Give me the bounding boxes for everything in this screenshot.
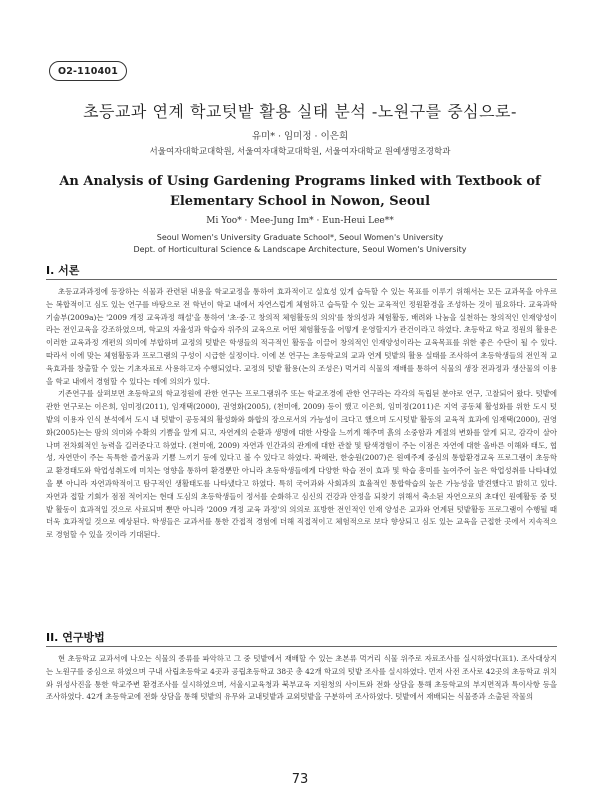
title-english-line1: An Analysis of Using Gardening Programs linked with Textbook of <box>59 174 541 189</box>
authors-english: Mi Yoo* · Mee-Jung Im* · Eun-Heui Lee** <box>206 216 394 226</box>
session-badge: O2-110401 <box>49 61 127 81</box>
section-rule <box>46 279 557 280</box>
title-korean: 초등교과 연계 학교텃밭 활용 실태 분석 -노원구를 중심으로- <box>83 102 517 121</box>
authors-korean: 유미* · 임미정 · 이은희 <box>251 131 349 142</box>
paragraph: 현 초등학교 교과서에 나오는 식물의 종류를 파악하고 그 중 텃밭에서 재배할 수 있는 초본류 먹거리 식물 위주로 자료조사를 실시하였다(표1). 조사대상지는 노원구를 중심으로 하였으며 구내 사립초등학교 4곳과 공립초등학교 38곳 총 42개 학교의 텃밭 조사를 실시하였다. 먼저 사전 조사로 42곳의 초등학교 위치와 위성사진을 통한 학교주변 환경조사를 실시하였으며, 서울시교육청과 북부교육 지원청의 사이트와 전화 상담을 통해 초등학교의 부지면적과 특이사항 등을 조사하였다. 42개 초등학교에 전화 상담을 통해 텃밭의 유무와 교내텃밭과 교외텃밭을 구분하여 조사하였다. 텃밭에서 재배되는 식물종과 소출된 작물의 <box>46 654 557 702</box>
affiliation-english <box>0 232 600 256</box>
affiliation-english-line1: Seoul Women's University Graduate School*, Seoul Women's University <box>156 233 444 242</box>
introduction-body <box>46 286 557 542</box>
affiliation-korean: 서울여자대학교대학원, 서울여자대학교대학원, 서울여자대학교 원예생명조경학과 <box>149 147 451 157</box>
title-english <box>0 172 600 212</box>
paragraph: 기존연구를 살펴보면 초등학교의 학교정원에 관한 연구는 프로그램위주 또는 학교조경에 관한 연구라는 각각의 독립된 분야로 연구, 고찰되어 왔다. 텃밭에 관한 연구로는 이은희, 임미정(2011), 임재택(2000), 권영화(2005), (천미애, 2009) 등이 했고 이은희, 임미정(2011)은 지역 공동체 활성화를 위한 도시 텃밭의 이용자 인식 분석에서 도시 내 텃밭이 공동체의 활성화와 화합의 장으로서의 가능성이 크다고 했으며 도시텃밭 활동의 교육적 효과에 임재택(2000), 권영화(2005)는는 땀의 의미와 수확의 기쁨을 알게 되고, 자연계의 순환과 생명에 대한 사랑을 느끼게 해주며 흙의 소중함과 계절의 변화를 알게 되고, 감각이 살아나며 전차회적인 능력을 길러준다고 하였다. (천미애, 2009) 자연과 인간과의 관계에 대한 관찰 및 탐색경험이 주는 이점은 자연에 대한 올바른 이해와 태도, 협성, 자연만이 주는 독특한 즐거움과 기쁨 느끼기 등에 있다고 볼 수 있다고 하였다. 곽혜란, 한숭원(2007)은 원예주제 중심의 통합환경교육 프로그램이 초등학교 환경태도와 학업성취도에 미치는 영향을 통하여 환경뿐만 아니라 초등학생들에게 다양한 학습 전이 효과 및 학습 흥미를 높여주어 높은 학업성취를 나타내었을 뿐 아니라 자연과학적이고 탐구적인 생활태도를 나타냈다고 하였다. 특히 국어과와 사회과의 효율적인 통합학습의 높은 가능성을 발견했다고 밝히고 있다. 자연과 접할 기회가 점점 적어지는 현대 도심의 초등학생들이 정서를 순화하고 심신의 건강과 안정을 되찾기 위해서 축소된 자연으로의 초대인 원예활동 중 텃밭 활동이 효과적일 것으로 사료되며 뿐만 아니라 '2009 개정 교육 과정'의 의의로 표방한 전인적인 인재 양성은 교과와 연계된 텃밭활동 프로그램이 수행될 때 더욱 효과적일 것으로 예상된다. 학생들은 교과서를 통한 간접적 경험에 더해 직접적이고 체험적으로 보다 향상되고 심도 있는 교육을 근접한 곳에서 지속적으로 경험할 수 있을 것이라 기대된다. <box>46 389 557 540</box>
section-heading-methods: II. 연구방법 <box>46 631 105 644</box>
page-number: 73 <box>291 772 309 787</box>
paragraph: 초등교과과정에 등장하는 식물과 관련된 내용을 학교교정을 통하여 효과적이고 실효성 있게 습득할 수 있는 목표를 이루기 위해서는 모든 교과목을 아우르는 복합적이고 심도 있는 연구를 바탕으로 전 학년이 학교 내에서 자연스럽게 체험하고 습득할 수 있는 교육적인 정원환경을 조성하는 것이 필요하다. 교육과학 기술부(2009a)는 '2009 개정 교육과정 해설'을 통하여 '초·중·고 창의적 체험활동의 의의'를 창의성과 체험활동, 배려와 나눔을 실천하는 창의적인 인재양성이라는 전인교육을 강조하였으며, 학교의 자율성과 학습자 위주의 교육으로 어떤 체험활동을 어떻게 운영할지가 관건이라고 하였다. 초등학교 학교 정원의 활용은 이러한 교육과정 개편의 의미에 부합하며 교정의 텃밭은 학생들의 적극적인 활동을 이끌어 창의적인 인재양성이라는 교육목표를 위한 좋은 수단이 될 수 있다. 따라서 이에 맞는 체험활동과 프로그램의 구성이 시급한 실정이다. 이에 본 연구는 초등학교의 교과 연계 텃밭의 활용 실태를 조사하여 초등학생들의 전인적 교육효과를 창출할 수 있는 기초자료로 사용하고자 수행되었다. 교정의 텃밭 활용(논의 조성은) 먹거리 식물의 재배를 통하여 식물의 생장 전과정과 생산물의 이용을 학교 내에서 경험할 수 있다는 데에 의의가 있다. <box>46 287 557 386</box>
title-english-line2: Elementary School in Nowon, Seoul <box>169 194 431 209</box>
affiliation-english-line2: Dept. of Horticultural Science & Landscape Architecture, Seoul Women's University <box>133 245 467 254</box>
methods-body <box>46 653 557 704</box>
section-heading-introduction: I. 서론 <box>46 264 80 277</box>
section-rule <box>46 646 557 647</box>
